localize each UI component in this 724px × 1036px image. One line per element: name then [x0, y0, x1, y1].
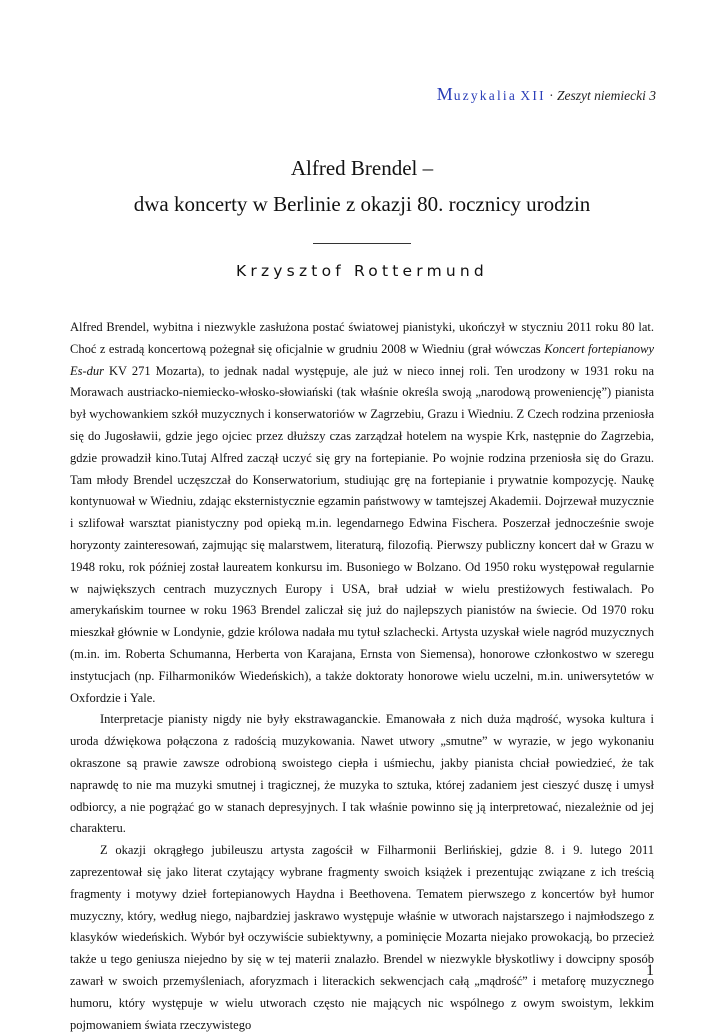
- title-line-2: dwa koncerty w Berlinie z okazji 80. rocznicy urodzin: [133, 192, 591, 216]
- journal-name: [436, 84, 518, 104]
- title-line-1: Alfred Brendel –: [290, 156, 434, 180]
- paragraph-1-part-1: Alfred Brendel, wybitna i niezwykle zasłużona postać światowej pianistyki, ukończył w styczniu 2011 roku 80 lat. Choć z estradą koncertową pożegnał się oficjalnie w grudniu 2008 w Wiedniu (grał wówczas: [70, 320, 654, 356]
- article-body: [70, 317, 654, 1036]
- header-separator: ·: [549, 88, 554, 103]
- paragraph-2: Interpretacje pianisty nigdy nie były ekstrawaganckie. Emanowała z nich duża mądrość, wysoka kultura i uroda dźwiękowa połączona z radością muzykowania. Nawet utwory „smutne” w wyrazie, w jego wykonaniu okraszone są prawie zawsze odrobioną swoistego ciepła i uśmiechu, jakby pianista chciał powiedzieć, że tak naprawdę to nie ma muzyki smutnej i tragicznej, że muzyka to sztuka, której zadaniem jest cieszyć duszę i umysł odbiorcy, a nie pogrążać go w stanach depresyjnych. I tak właśnie powinno się ją interpretować, niezależnie od jej charakteru.: [70, 712, 654, 836]
- paragraph-3: Z okazji okrągłego jubileuszu artysta zagościł w Filharmonii Berlińskiej, gdzie 8. i 9. lutego 2011 zaprezentował się jako literat czytający wybrane fragmenty swoich książek i prezentując związane z ich treścią fragmenty i motywy dzieł fortepianowych Haydna i Beethovena. Tematem pierwszego z koncertów był humor muzyczny, który, według niego, najbardziej jaskrawo występuje właśnie w utworach najstarszego i najmłodszego z klasyków wiedeńskich. Wybór był oczywiście subiektywny, a pominięcie Mozarta niejako prowokacją, bo przecież także u tego geniusza niejedno by się w tej materii znalazło. Brendel w niezwykle błyskotliwy i dowcipny sposób zawarł w swoich przemyśleniach, aforyzmach i literackich sekwencjach całą „mądrość” i metaforę muzycznego humoru, który występuje w wielu utworach często nie mających nic wspólnego z owym swoistym, lekkim pojmowaniem świata rzeczywistego: [70, 843, 654, 1032]
- issue-title: Zeszyt niemiecki 3: [557, 88, 656, 103]
- paragraph-1: [70, 317, 654, 709]
- journal-volume: XII: [520, 88, 546, 103]
- journal-name-rest: uzykalia: [453, 88, 518, 103]
- journal-name-initial: M: [436, 84, 454, 104]
- title-divider: [313, 243, 411, 244]
- article-title: [0, 150, 724, 222]
- running-header: [437, 84, 656, 105]
- work-title: Koncert fortepianowy Es-dur: [70, 341, 654, 378]
- author-name: Krzysztof Rottermund: [236, 262, 488, 280]
- paragraph-1-part-2: KV 271 Mozarta), to jednak nadal występuje, ale już w nieco innej roli. Ten urodzony w 1931 roku na Morawach austriacko-niemiecko-włosko-słowiański (tak właśnie określa swoją „narodową proweniencję”) pianista był wychowankiem szkół muzycznych i konserwatoriów w Zagrzebiu, Grazu i Wiedniu. Z Czech rodzina przeniosła się do Jugosławii, gdzie jego ojciec przez dłuższy czas zarządzał hotelem na wyspie Krk, następnie do Zagrzebia, gdzie prowadził kino.Tutaj Alfred zaczął uczyć się gry na fortepianie. Po wojnie rodzina przeniosła się do Grazu. Tam młody Brendel uczęszczał do Konserwatorium, studiując grę na fortepianie i prywatnie kompozycję. Naukę kontynuował w Wiedniu, zdając eksternistycznie egzamin państwowy w tamtejszej Akademii. Dojrzewał muzycznie i szlifował warsztat pianistyczny pod opieką m.in. legendarnego Edwina Fischera. Poszerzał jednocześnie swoje horyzonty zainteresowań, zajmując się malarstwem, literaturą, filozofią. Pierwszy publiczny koncert dał w Grazu w 1948 roku, rok później został laureatem konkursu im. Busoniego w Bolzano. Od 1950 roku występował regularnie w największych centrach muzycznych Europy i USA, brał udział w wielu prestiżowych festiwalach. Po amerykańskim tournee w roku 1963 Brendel zaliczał się już do najlepszych pianistów na świecie. Od 1970 roku mieszkał głównie w Londynie, gdzie królowa nadała mu tytuł szlachecki. Artysta uzyskał wiele nagród muzycznych (m.in. im. Roberta Schumanna, Herberta von Karajana, Ernsta von Siemensa), honorowe członkostwo w szeregu instytucjach (np. Filharmoników Wiedeńskich), a także doktoraty honorowe wielu uczelni, m.in. uniwersytetów w Oxfordzie i Yale.: [70, 363, 654, 705]
- page-number: 1: [646, 962, 654, 979]
